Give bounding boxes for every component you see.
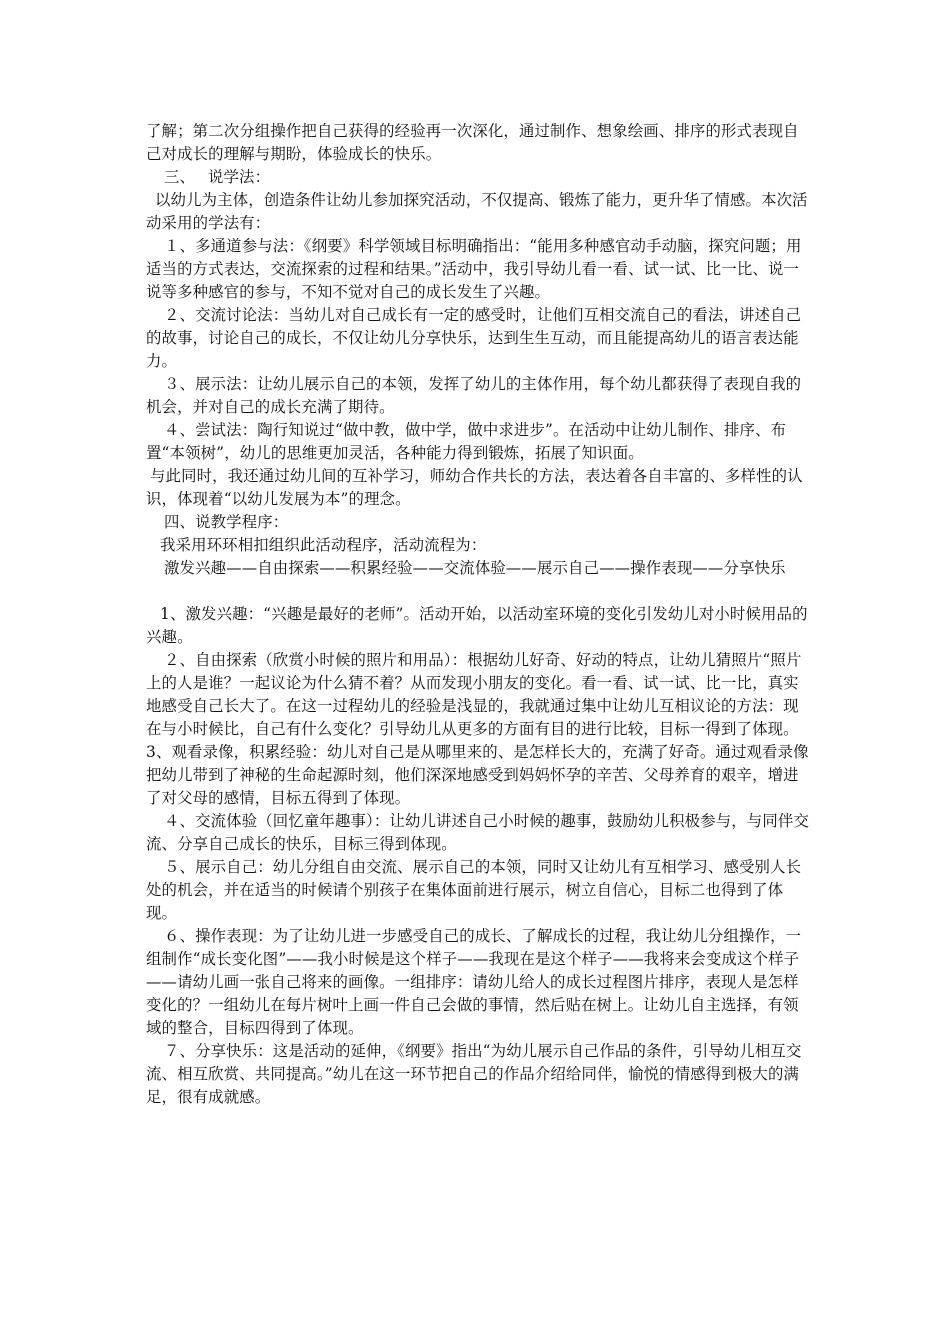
paragraph-methods-summary: 与此同时，我还通过幼儿间的互补学习，师幼合作共长的方法，表达着各自丰富的、多样性的认识，体现着“以幼儿发展为本”的理念。 xyxy=(146,467,803,508)
document-body xyxy=(146,120,814,1109)
paragraph-step-4: ４、交流体验（回忆童年趣事）：让幼儿讲述自己小时候的趣事，鼓励幼儿积极参与，与同伴交流、分享自己成长的快乐，目标三得到体现。 xyxy=(146,812,810,853)
paragraph-step-7: ７、分享快乐：这是活动的延伸，《纲要》指出“为幼儿展示自己作品的条件，引导幼儿相互交流、相互欣赏、共同提高。”幼儿在这一环节把自己的作品介绍给同伴，愉悦的情感得到极大的满足，很有成就感。 xyxy=(146,1042,802,1106)
blank-line xyxy=(146,580,814,603)
paragraph-step-2-3: ２、自由探索（欣赏小时候的照片和用品）：根据幼儿好奇、好动的特点，让幼儿猜照片“照片上的人是谁？一起议论为什么猜不着？从而发现小朋友的变化。看一看、试一试、比一比，真实地感受自己长大了。在这一过程幼儿的经验是浅显的，我就通过集中让幼儿互相议论的方法：现在与小时候比，自己有什么变化？引导幼儿从更多的方面有目的进行比较，目标一得到了体现。 3、观看录像，积累经验：幼儿对自己是从哪里来的、是怎样长大的，充满了好奇。通过观看录像把幼儿带到了神秘的生命起源时刻，他们深深地感受到妈妈怀孕的辛苦、父母养育的艰辛，增进了对父母的感情，目标五得到了体现。 xyxy=(146,651,809,807)
paragraph-step-6: ６、操作表现：为了让幼儿进一步感受自己的成长、了解成长的过程，我让幼儿分组操作，一组制作“成长变化图”——我小时候是这个样子——我现在是这个样子——我将来会变成这个样子——请幼儿画一张自己将来的画像。一组排序：请幼儿给人的成长过程图片排序，表现人是怎样变化的？一组幼儿在每片树叶上画一件自己会做的事情，然后贴在树上。让幼儿自主选择，有领域的整合，目标四得到了体现。 xyxy=(146,927,802,1037)
paragraph-intro-continuation: 了解；第二次分组操作把自己获得的经验再一次深化，通过制作、想象绘画、排序的形式表现自己对成长的理解与期盼，体验成长的快乐。 xyxy=(146,122,799,163)
heading-teaching-procedure: 四、说教学程序： xyxy=(164,513,289,531)
paragraph-method-4: ４、尝试法：陶行知说过“做中教，做中学，做中求进步”。在活动中让幼儿制作、排序、布置“本领树”，幼儿的思维更加灵活，各种能力得到锻炼，拓展了知识面。 xyxy=(146,421,787,462)
paragraph-procedure-flow: 激发兴趣——自由探索——积累经验——交流体验——展示自己——操作表现——分享快乐 xyxy=(164,559,786,577)
paragraph-step-1: 1、激发兴趣：“兴趣是最好的老师”。活动开始，以活动室环境的变化引发幼儿对小时候用品的兴趣。 xyxy=(146,605,808,646)
paragraph-learning-overview: 以幼儿为主体，创造条件让幼儿参加探究活动，不仅提高、锻炼了能力，更升华了情感。本次活动采用的学法有： xyxy=(146,191,808,232)
heading-learning-methods: 三、 说学法： xyxy=(164,168,271,186)
paragraph-method-1: １、多通道参与法：《纲要》科学领域目标明确指出：“能用多种感官动手动脑，探究问题；用适当的方式表达，交流探索的过程和结果。”活动中，我引导幼儿看一看、试一试、比一比、说一说等多种感官的参与，不知不觉对自己的成长发生了兴趣。 xyxy=(146,237,802,301)
paragraph-method-2: ２、交流讨论法：当幼儿对自己成长有一定的感受时，让他们互相交流自己的看法，讲述自己的故事，讨论自己的成长，不仅让幼儿分享快乐，达到生生互动，而且能提高幼儿的语言表达能力。 xyxy=(146,306,802,370)
paragraph-procedure-intro: 我采用环环相扣组织此活动程序，活动流程为： xyxy=(160,536,487,554)
paragraph-method-3: ３、展示法：让幼儿展示自己的本领，发挥了幼儿的主体作用，每个幼儿都获得了表现自我的机会，并对自己的成长充满了期待。 xyxy=(146,375,802,416)
paragraph-step-5: ５、展示自己：幼儿分组自由交流、展示自己的本领，同时又让幼儿有互相学习、感受别人长处的机会，并在适当的时候请个别孩子在集体面前进行展示，树立自信心，目标二也得到了体现。 xyxy=(146,858,802,922)
